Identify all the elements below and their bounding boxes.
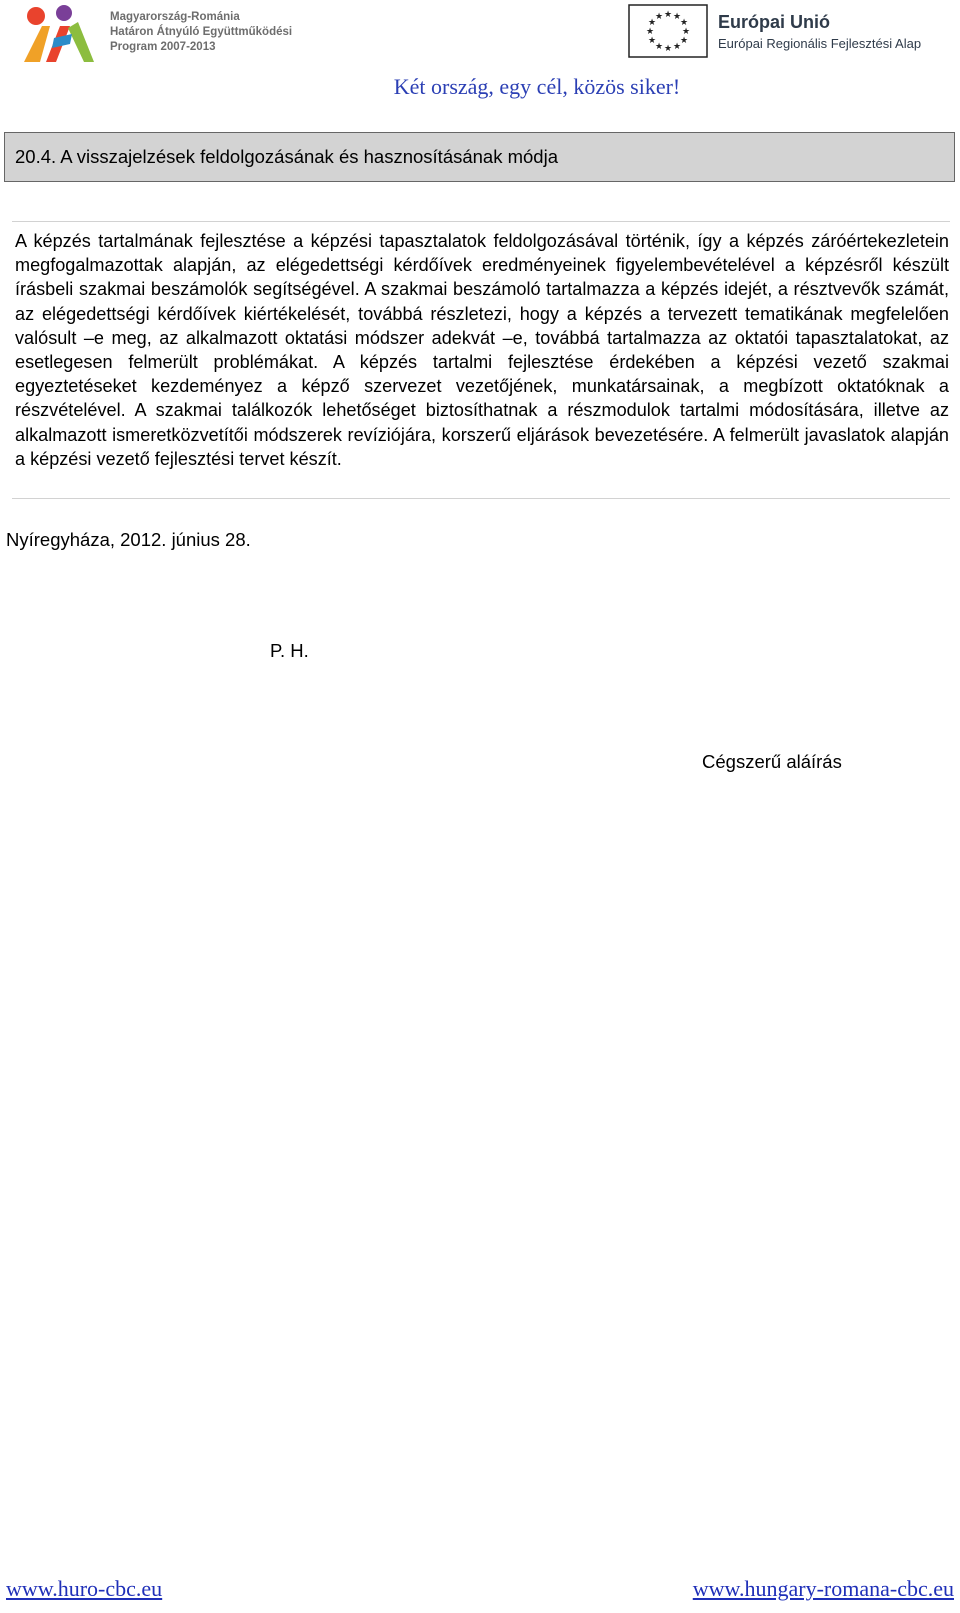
stamp-placeholder: P. H. — [270, 640, 309, 661]
divider-bottom — [12, 498, 950, 499]
footer-link-hungary-romania[interactable]: www.hungary-romana-cbc.eu — [692, 1576, 954, 1601]
eu-title: Európai Unió — [718, 12, 830, 32]
svg-text:★: ★ — [679, 36, 689, 46]
svg-text:★: ★ — [679, 18, 689, 28]
footer-link-huro[interactable]: www.huro-cbc.eu — [6, 1576, 163, 1601]
program-line-3: Program 2007-2013 — [110, 41, 216, 53]
program-line-1: Magyarország-Románia — [110, 11, 240, 23]
place-and-date: Nyíregyháza, 2012. június 28. — [6, 529, 251, 550]
svg-text:★: ★ — [663, 44, 673, 54]
section-title: 20.4. A visszajelzések feldolgozásának és hasznosításának módja — [15, 146, 558, 167]
program-name — [110, 10, 292, 55]
divider-top — [12, 221, 950, 222]
slogan: Két ország, egy cél, közös siker! — [393, 74, 681, 99]
svg-text:★: ★ — [663, 10, 673, 20]
section-heading-box — [4, 132, 955, 182]
svg-text:★: ★ — [654, 12, 664, 22]
svg-text:★: ★ — [672, 42, 682, 52]
program-line-2: Határon Átnyúló Együttműködési — [110, 26, 293, 38]
svg-text:★: ★ — [681, 27, 691, 37]
svg-text:★: ★ — [645, 27, 655, 37]
svg-text:★: ★ — [654, 42, 664, 52]
svg-text:★: ★ — [672, 12, 682, 22]
eu-fund-name: Európai Regionális Fejlesztési Alap — [718, 36, 922, 51]
section-body: A képzés tartalmának fejlesztése a képzési tapasztalatok feldolgozásával történik, így a képzés záróértekezletein megfogalmazottak alapján, az elégedettségi kérdőívek eredményeinek figyelembevételével a képzésről készült írásbeli szakmai beszámolók segítségével. A szakmai beszámoló tartalmazza a képzés idejét, a résztvevők számát, az elégedettségi kérdőívek kiértékelését, továbbá részletezi, hogy a képzés a tervezett tematikának megfelelően valósult –e meg, az alkalmazott oktatási módszer adekvát –e, továbbá tartalmazza az oktatói tapasztalatokat, az esetlegesen felmerült problémákat. A képzés tartalmi fejlesztése érdekében a képzési vezető szakmai egyeztetéseket kezdeményez a képző szervezet vezetőjének, munkatársainak, a megbízott oktatóknak a részvételével. A szakmai találkozók lehetőséget biztosíthatnak a részmodulok tartalmi módosítására, illetve az alkalmazott ismeretközvetítői módszerek revíziójára, korszerű eljárások bevezetésére. A felmerült javaslatok alapján a képzési vezető fejlesztési tervet készít. — [15, 231, 949, 469]
huro-program-logo — [20, 4, 100, 64]
eu-flag-icon — [628, 4, 708, 58]
svg-text:★: ★ — [647, 18, 657, 28]
page-header — [0, 0, 960, 70]
svg-text:★: ★ — [647, 36, 657, 46]
signature-label: Cégszerű aláírás — [702, 751, 842, 772]
